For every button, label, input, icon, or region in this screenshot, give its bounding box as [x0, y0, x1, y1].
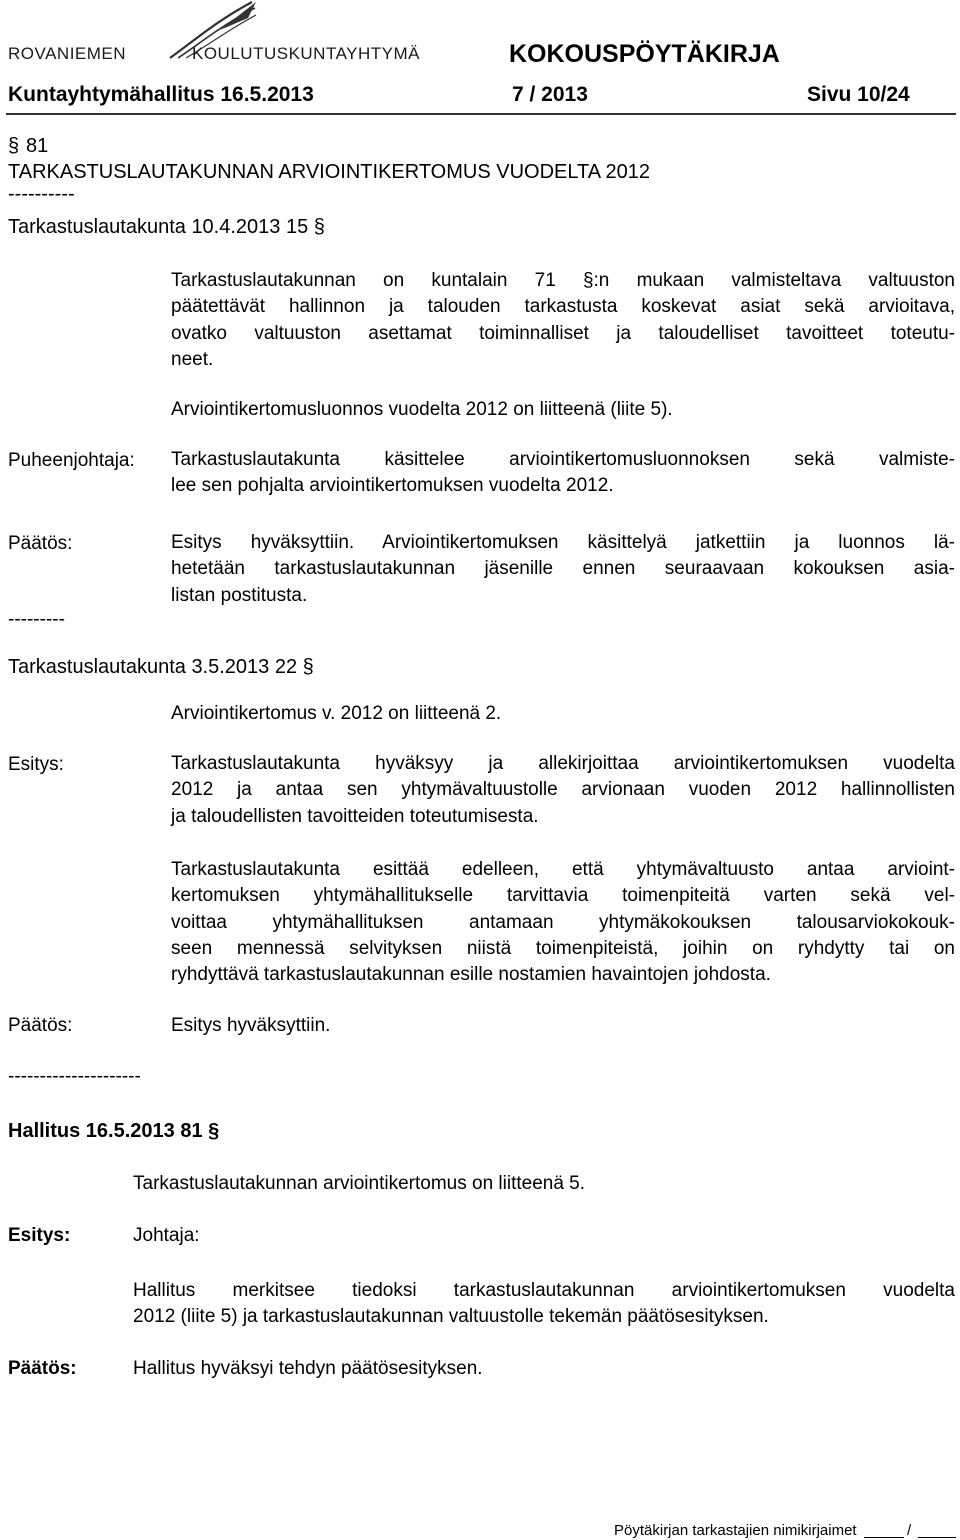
document-type: KOKOUSPÖYTÄKIRJA: [509, 40, 780, 68]
signature-label: Pöytäkirjan tarkastajien nimikirjaimet: [614, 1522, 857, 1539]
block3-heading: Hallitus 16.5.2013 81 §: [8, 1120, 220, 1142]
signature-line-1: [864, 1537, 904, 1538]
block2-attachment: Arviointikertomus v. 2012 on liitteenä 2.: [171, 703, 502, 724]
meeting-number: 7 / 2013: [512, 83, 588, 106]
decision-text-2: Esitys hyväksyttiin.: [171, 1015, 331, 1036]
proposal-text-3: Hallitus merkitsee tiedoksi tarkastuslautakunnan arviointikertomuksen vuodelta 2012 (liite 5) ja tarkastuslautakunnan valtuustolle tekemän päätösesityksen.: [133, 1280, 955, 1328]
leader-label: Johtaja:: [133, 1225, 200, 1246]
section-divider: ----------: [8, 183, 75, 205]
page-number: Sivu 10/24: [807, 83, 910, 106]
block1-attachment: Arviointikertomusluonnos vuodelta 2012 on liitteenä (liite 5).: [171, 399, 673, 420]
proposal-text-2b: Tarkastuslautakunta esittää edelleen, että yhtymävaltuusto antaa arvioint- kertomuksen yhtymähallitukselle tarvittavia toimenpiteitä varten sekä vel- voittaa yhtymähallituksen antamaan yhtymäkokouksen talousarviokokouk- seen mennessä selvityksen niistä toimenpiteistä, joihin on ryhdytty tai on ryhdyttävä tarkastuslautakunnan esille nostamien havaintojen johdosta.: [171, 859, 955, 986]
section-title: TARKASTUSLAUTAKUNNAN ARVIOINTIKERTOMUS VUODELTA 2012: [8, 161, 651, 183]
decision-label-2: Päätös:: [8, 1015, 73, 1036]
chair-text: Tarkastuslautakunta käsittelee arviointikertomusluonnoksen sekä valmiste- lee sen pohjalta arviointikertomuksen vuodelta 2012.: [171, 449, 955, 497]
decision-label-1: Päätös:: [8, 533, 73, 554]
block2-divider: ---------------------: [8, 1066, 141, 1087]
section-number: 81: [26, 135, 49, 157]
decision-text-1: Esitys hyväksyttiin. Arviointikertomuksen käsittelyä jatkettiin ja luonnos lä- hetetään tarkastuslautakunnan jäsenille ennen seuraavaan kokouksen asia- listan postitusta.: [171, 532, 955, 606]
proposal-label-3: Esitys:: [8, 1225, 71, 1246]
section-symbol: §: [8, 135, 20, 157]
block1-heading: Tarkastuslautakunta 10.4.2013 15 §: [8, 216, 325, 238]
chair-label: Puheenjohtaja:: [8, 450, 135, 471]
signature-slash: /: [907, 1522, 912, 1539]
proposal-label-2: Esitys:: [8, 754, 64, 775]
decision-label-3: Päätös:: [8, 1358, 77, 1379]
decision-text-3: Hallitus hyväksyi tehdyn päätösesityksen.: [133, 1358, 483, 1379]
org-name-part2: KOULUTUSKUNTAYHTYMÄ: [192, 44, 421, 63]
meeting-name: Kuntayhtymähallitus 16.5.2013: [8, 83, 314, 106]
proposal-text-2: Tarkastuslautakunta hyväksyy ja allekirjoittaa arviointikertomuksen vuodelta 2012 ja antaa sen yhtymävaltuustolle arvionaan vuoden 2012 hallinnollisten ja taloudellisten tavoitteiden toteutumisesta.: [171, 753, 955, 827]
header-divider: [6, 113, 956, 115]
block3-attachment: Tarkastuslautakunnan arviointikertomus on liitteenä 5.: [133, 1173, 586, 1194]
block1-intro: Tarkastuslautakunnan on kuntalain 71 §:n mukaan valmisteltava valtuuston päätettävät hallinnon ja talouden tarkastusta koskevat asiat sekä arvioitava, ovatko valtuuston asettamat toiminnalliset ja taloudelliset tavoitteet toteutu- neet.: [171, 270, 955, 370]
block2-heading: Tarkastuslautakunta 3.5.2013 22 §: [8, 656, 314, 678]
org-name-part1: ROVANIEMEN: [8, 44, 127, 63]
signature-line-2: [918, 1537, 956, 1538]
block1-divider: ---------: [8, 609, 65, 630]
